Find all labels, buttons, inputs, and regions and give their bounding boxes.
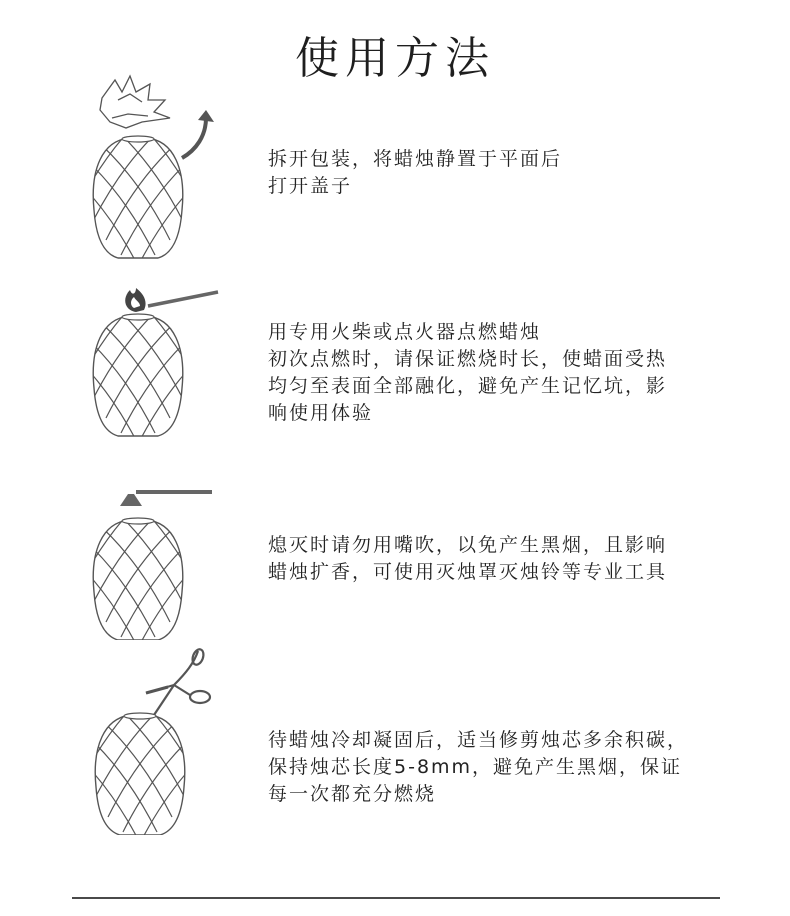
step-line: 保持烛芯长度5-8mm，避免产生黑烟，保证 (268, 756, 683, 778)
candle-snuffer-icon (70, 480, 230, 640)
footer-divider (72, 897, 720, 899)
step-line: 待蜡烛冷却凝固后，适当修剪烛芯多余积碳， (268, 729, 689, 751)
step-unpack-text (268, 146, 738, 200)
step-line: 均匀至表面全部融化，避免产生记忆坑，影 (268, 375, 668, 397)
step-line: 每一次都充分燃烧 (268, 783, 437, 805)
lit-match-icon (70, 280, 230, 440)
step-line: 初次点燃时，请保证燃烧时长，使蜡面受热 (268, 348, 668, 370)
step-line: 拆开包装，将蜡烛静置于平面后 (268, 148, 563, 170)
step-line: 蜡烛扩香，可使用灭烛罩灭烛铃等专业工具 (268, 561, 668, 583)
step-extinguish-text (268, 532, 738, 586)
step-line: 打开盖子 (268, 175, 353, 197)
step-line: 响使用体验 (268, 402, 374, 424)
step-trim-text (268, 727, 738, 808)
scissors-icon (70, 645, 230, 835)
step-light-text (268, 319, 738, 427)
pineapple-candle-with-lid-icon (70, 70, 230, 260)
step-line: 用专用火柴或点火器点燃蜡烛 (268, 321, 542, 343)
step-line: 熄灭时请勿用嘴吹，以免产生黑烟，且影响 (268, 534, 668, 556)
page-title: 使用方法 (295, 33, 495, 84)
